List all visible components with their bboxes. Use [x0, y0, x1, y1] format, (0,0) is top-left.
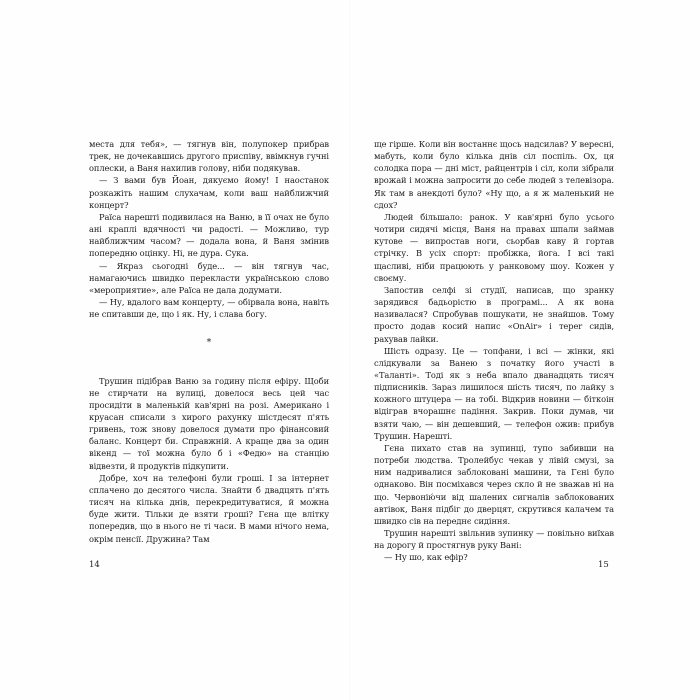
paragraph: Трушин підібрав Ваню за годину після ефіру. Щоби не стирчати на вулиці, довелося весь цей час просидіти в маленькій кав'ярні на розі. Американо і круасан списали з хирого рахунку шістдесят п'ять гривень, тож знову довелося думати про фінансовий баланс. Концерт би. Справжній. А краще два за один вікенд — тої можна було б і «Федю» на станцію відвезти, й продуктів підкупити.	[89, 375, 329, 471]
page-number-right: 15	[598, 560, 609, 570]
paragraph: — Якраз сьогодні буде... — він тягнув час, намагаючись швидко перекласти українською слово «мероприятие», але Раїса не дала додумати.	[89, 260, 329, 295]
paragraph: Трушин нарешті звільнив зупинку — повільно виїхав на дорогу й простягнув руку Вані:	[374, 528, 614, 551]
paragraph: Шість одразу. Це — топфани, і всі — жінки, які слідкували за Ванею з початку його участі в «Таланті». Тоді як з неба впало дванадцять тисяч підписників. Зараз лишилося шість тисяч, по лайку з кожного штуцера — на тобі. Відкрив новини — біткоін відіграв вчорашнє падіння. Закрив. Поки думав, чи взяти чаю, — він дешевший, — телефон ожив: прибув Трушин. Нарешті.	[374, 345, 614, 441]
paragraph: места для тебя», — тягнув він, полупокер прибрав трек, не дочекавшись другого приспіву, ввімкнув гучні оплески, а Ваня нахилив голову, ніби подякував.	[89, 139, 329, 174]
paragraph: — Ну, вдалого вам концерту, — обірвала вона, навіть не спитавши де, що і як. Ну, і слава богу.	[89, 297, 329, 320]
right-page-text	[374, 138, 614, 563]
paragraph: Раїса нарешті подивилася на Ваню, в її очах не було ані краплі вдячності чи радості. — Можливо, тур найближчим часом? — додала вона, й Ваня змінив попередню оцінку. Ні, не дура. Сука.	[89, 211, 329, 259]
left-page-text	[89, 138, 329, 545]
book-gutter	[349, 0, 350, 700]
page-number-left: 14	[89, 560, 100, 570]
paragraph: Гєна пихато став на зупинці, тупо забивши на потреби людства. Тролейбус чекав у лівій смузі, за ним надривалися заблоковані машини, та Гєні було однаково. Він посміхався через скло й не зважав ні на що. Червонію́чи від шалених сигналів заблокованих автівок, Ваня підбіг до дверцят, скрутився калачем та швидко сів на переднє сидіння.	[374, 442, 614, 526]
paragraph: Людей більшало: ранок. У кав'ярні було усього чотири сидячі місця, Ваня на правах шпали займав кутове — випростав ноги, сьорбав каву й гортав стрічку. В усіх спорт: пробіжка, йога. І всі такі щасливі, ніби працюють у ранковому шоу. Кожен у своєму.	[374, 211, 614, 283]
paragraph: — З вами був Йоан, дякуємо йому! І наостанок розкажіть нашим слухачам, коли ваш найближчий концерт?	[89, 175, 329, 210]
paragraph: ще гірше. Коли він востаннє щось надсилав? У вересні, мабуть, коли було кілька днів сіл поспіль. Ох, ця солодка пора — дні міст, райцентрів і сіл, коли зібрали врожай і можна запросити до себе людей з телевізора. Як там в анекдоті було? «Ну що, а я ж маленький не сдох?	[374, 139, 614, 210]
paragraph: Запостив селфі зі студії, написав, що зранку зарядився бадьорістю в програмі... А як вона називалася? Спробував пошукати, не знайшов. Тому просто додав косий напис «OnAir» і теper сидів, рахував лайки.	[374, 284, 614, 344]
paragraph: — Ну шо, как ефір?	[384, 552, 468, 563]
paragraph: Добре, хоч на телефоні були гроші. І за інтернет сплачено до десятого числа. Знайти б двадцять п'ять тисяч на кілька днів, перекредитуватися, й можна буде жити. Тільки де взяти гроші? Гєна ще влітку попередив, що в нього не ті часи. В мами нічого нема, окрім пенсії. Дружина? Там	[89, 472, 329, 544]
scene-break-asterisk: *	[206, 338, 212, 349]
